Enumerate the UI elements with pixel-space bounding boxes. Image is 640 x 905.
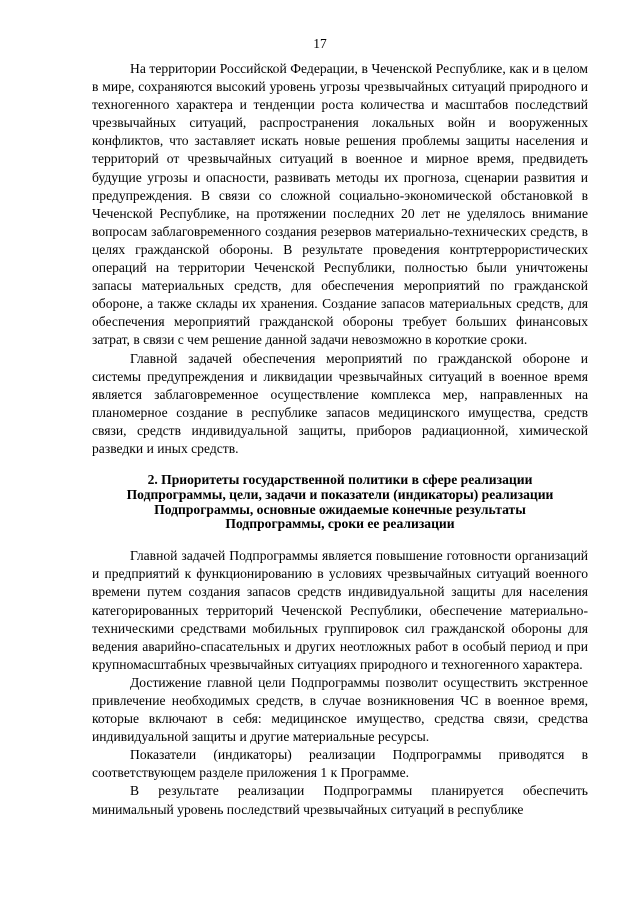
paragraph-threat-context: На территории Российской Федерации, в Чеченской Республике, как и в целом в мире, сохраняются высокий уровень угрозы чрезвычайных ситуаций природного и техногенного характера и тенденции роста количества и масштабов последствий чрезвычайных ситуаций, распространения локальных войн и вооруженных конфликтов, что заставляет искать новые решения проблемы защиты населения и территорий от чрезвычайных ситуаций в военное и мирное время, предвидеть будущие угрозы и опасности, развивать методы их прогноза, сценарии развития и предупреждения. В связи со сложной социально-экономической обстановкой в Чеченской Республике, на протяжении последних 20 лет не уделялось внимание вопросам заблаговременного создания резервов материально-технических средств, в целях гражданской обороны. В результате проведения контртеррористических операций на территории Чеченской Республики, полностью были уничтожены запасы материальных средств, для обеспечения мероприятий по гражданской обороне, а также склады их хранения. Создание запасов материальных средств, для обеспечения мероприятий гражданской обороны требует больших финансовых затрат, в связи с чем решение данной задачи невозможно в короткие сроки. — [92, 61, 588, 348]
paragraph-expected-results: В результате реализации Подпрограммы планируется обеспечить минимальный уровень последствий чрезвычайных ситуаций в республике — [92, 783, 588, 817]
section-heading-line: Подпрограммы, основные ожидаемые конечные результаты — [154, 501, 526, 517]
section-heading — [92, 473, 588, 532]
paragraph-goal-achievement: Достижение главной цели Подпрограммы позволит осуществить экстренное привлечение необходимых средств, в случае возникновения ЧС в военное время, которые включают в себя: медицинское имущество, средства связи, средства индивидуальной защиты и другие материальные ресурсы. — [92, 674, 588, 745]
paragraph-indicators: Показатели (индикаторы) реализации Подпрограммы приводятся в соответствующем разделе приложения 1 к Программе. — [92, 747, 588, 781]
section-heading-line: Подпрограммы, цели, задачи и показатели (индикаторы) реализации — [126, 486, 554, 502]
paragraph-main-task: Главной задачей Подпрограммы является повышение готовности организаций и предприятий к функционированию в условиях чрезвычайных ситуаций военного времени путем создания запасов средств индивидуальной защиты для населения категорированных территорий Чеченской Республики, обеспечение материально-техническими средствами мобильных группировок сил гражданской обороны для ведения аварийно-спасательных и других неотложных работ в особый период и при крупномасштабных чрезвычайных ситуациях природного и техногенного характера. — [92, 548, 588, 672]
section-heading-line: 2. Приоритеты государственной политики в сфере реализации — [147, 472, 533, 488]
page-number: 17 — [313, 36, 327, 51]
section-heading-line: Подпрограммы, сроки ее реализации — [225, 516, 455, 532]
document-body — [92, 60, 588, 819]
paragraph-civil-defense-task: Главной задачей обеспечения мероприятий по гражданской обороне и системы предупреждения и ликвидации чрезвычайных ситуаций в военное время является заблаговременное осуществление комплекса мер, направленных на планомерное создание в республике запасов медицинского имущества, средств связи, средств индивидуальной защиты, приборов радиационной, химической разведки и иных средств. — [92, 350, 588, 456]
